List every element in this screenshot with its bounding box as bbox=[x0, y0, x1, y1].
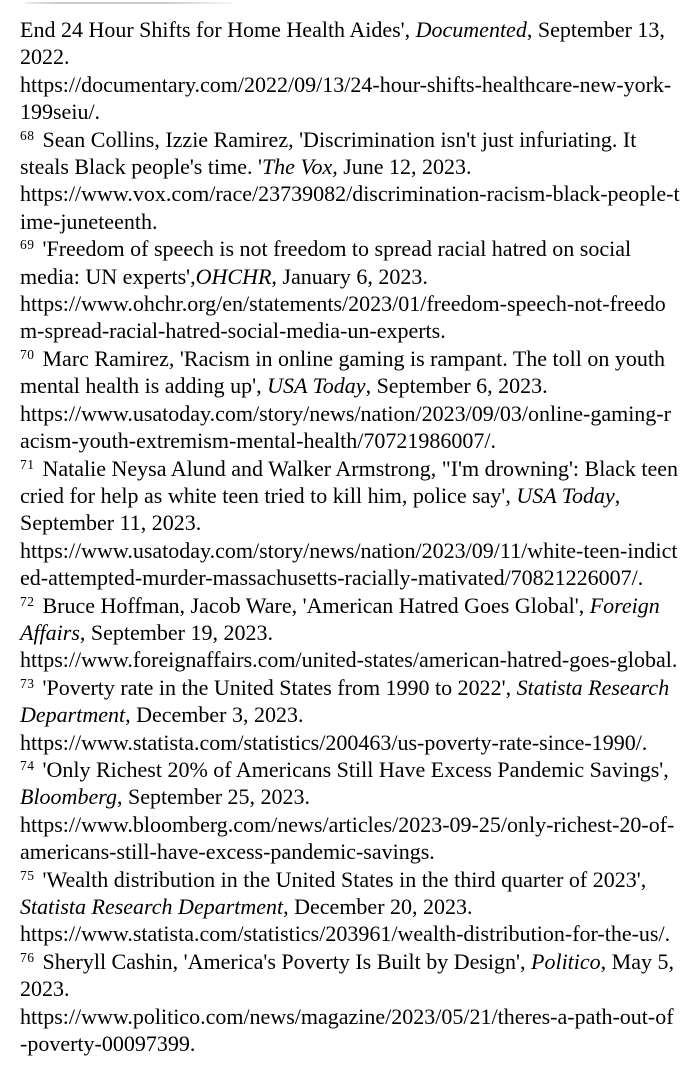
publication-name: Bloomberg bbox=[20, 784, 117, 810]
endnote-url: https://www.usatoday.com/story/news/nation/2023/09/03/online-gaming-racism-youth-extremism-mental-health/70721986007/. bbox=[20, 400, 671, 454]
citation-segment: 'Poverty rate in the United States from 1990 to 2022', bbox=[42, 674, 517, 700]
endnote-url: https://www.foreignaffairs.com/united-states/american-hatred-goes-global. bbox=[20, 647, 678, 673]
citation-segment: , September 25, 2023. bbox=[116, 784, 311, 810]
publication-name: Statista Research Department bbox=[20, 894, 284, 919]
publication-name: Statista Research Department bbox=[20, 674, 670, 728]
endnote-number: 69 bbox=[20, 237, 35, 253]
publication-name: USA Today bbox=[516, 482, 615, 508]
publication-name: Foreign Affairs bbox=[20, 592, 660, 645]
endnote-number: 76 bbox=[20, 949, 35, 965]
endnote-url: https://www.statista.com/statistics/200463/us-poverty-rate-since-1990/. bbox=[20, 729, 648, 755]
citation-segment: , December 3, 2023. bbox=[125, 702, 304, 728]
endnote-entry bbox=[20, 126, 680, 236]
endnote-number: 73 bbox=[20, 675, 35, 691]
endnote-text bbox=[20, 127, 636, 179]
endnote-url: https://www.politico.com/news/magazine/2023/05/21/theres-a-path-out-of-poverty-00097399. bbox=[20, 1003, 674, 1057]
citation-segment: June 12, 2023. bbox=[337, 154, 472, 180]
citation-segment: , September 6, 2023. bbox=[365, 373, 548, 399]
publication-name: Politico bbox=[531, 948, 601, 974]
citation-segment: Marc Ramirez, 'Racism in online gaming is rampant. The toll on youth mental health is adding up', bbox=[20, 345, 665, 399]
citation-segment: , May 5, 2023. bbox=[20, 948, 674, 1002]
endnote-url: https://www.vox.com/race/23739082/discrimination-racism-black-people-time-juneteenth. bbox=[20, 181, 680, 234]
endnote-text bbox=[20, 757, 669, 809]
endnote-entry bbox=[20, 345, 680, 455]
endnote-text bbox=[20, 949, 674, 1001]
citation-segment: Natalie Neysa Alund and Walker Armstrong, "I'm drowning': Black teen cried for help as white teen tried to kill him, police say', bbox=[20, 455, 678, 508]
citation-segment: 'Freedom of speech is not freedom to spread racial hatred on social media: UN experts', bbox=[20, 236, 632, 289]
endnote-text bbox=[20, 236, 631, 288]
endnote-entry bbox=[20, 674, 680, 756]
publication-name: The Vox, bbox=[261, 154, 338, 180]
endnote-entry bbox=[20, 592, 680, 674]
citation-segment: Bruce Hoffman, Jacob Ware, 'American Hatred Goes Global', bbox=[42, 592, 590, 618]
endnote-entry bbox=[20, 866, 680, 948]
endnote-entry bbox=[20, 455, 680, 592]
endnote-url: https://documentary.com/2022/09/13/24-hour-shifts-healthcare-new-york-199seiu/. bbox=[20, 71, 672, 125]
endnote-number: 68 bbox=[20, 127, 35, 143]
citation-segment: , September 19, 2023. bbox=[79, 619, 273, 645]
endnote-url: https://www.ohchr.org/en/statements/2023/01/freedom-speech-not-freedom-spread-racial-hatred-social-media-un-experts. bbox=[20, 291, 666, 344]
endnote-text bbox=[20, 867, 646, 919]
endnote-url: https://www.statista.com/statistics/203961/wealth-distribution-for-the-us/. bbox=[20, 921, 671, 947]
citation-segment: , September 11, 2023. bbox=[20, 482, 621, 536]
publication-name: Documented bbox=[415, 17, 527, 42]
endnote-url: https://www.bloomberg.com/news/articles/2023-09-25/only-richest-20-of-americans-still-have-excess-pandemic-savings. bbox=[20, 811, 675, 865]
citation-segment: 'Only Richest 20% of Americans Still Have Excess Pandemic Savings', bbox=[42, 756, 669, 782]
endnote-number: 74 bbox=[20, 757, 35, 773]
endnote-number: 70 bbox=[20, 346, 35, 362]
endnote-entry bbox=[20, 756, 680, 866]
endnote-text bbox=[20, 346, 665, 398]
endnote-url: https://www.usatoday.com/story/news/nation/2023/09/11/white-teen-indicted-attempted-murder-massachusetts-racially-mativated/70821226007/. bbox=[20, 537, 678, 591]
endnote-text bbox=[20, 675, 669, 727]
endnote-number: 72 bbox=[20, 593, 35, 609]
citation-segment: Sean Collins, Izzie Ramirez, 'Discrimination isn't just infuriating. It steals Black people's time. ' bbox=[20, 126, 637, 180]
endnote-number: 71 bbox=[20, 456, 35, 472]
endnote-entry bbox=[20, 16, 680, 126]
citation-segment: Sheryll Cashin, 'America's Poverty Is Built by Design', bbox=[42, 948, 532, 974]
endnote-text bbox=[20, 17, 665, 69]
citation-segment: , January 6, 2023. bbox=[271, 263, 428, 289]
citation-segment: , December 20, 2023. bbox=[283, 894, 473, 919]
publication-name: OHCHR bbox=[195, 263, 272, 289]
endnotes-list bbox=[20, 16, 680, 1057]
page-separator-line bbox=[25, 2, 233, 4]
publication-name: USA Today bbox=[267, 373, 366, 399]
endnote-text bbox=[20, 456, 678, 536]
citation-segment: End 24 Hour Shifts for Home Health Aides', bbox=[20, 17, 416, 42]
endnote-entry bbox=[20, 235, 680, 345]
citation-segment: , September 13, 2022. bbox=[20, 17, 665, 70]
endnote-entry bbox=[20, 948, 680, 1058]
endnote-text bbox=[20, 593, 660, 645]
endnote-number: 75 bbox=[20, 867, 35, 883]
citation-segment: 'Wealth distribution in the United States in the third quarter of 2023', bbox=[42, 866, 647, 892]
